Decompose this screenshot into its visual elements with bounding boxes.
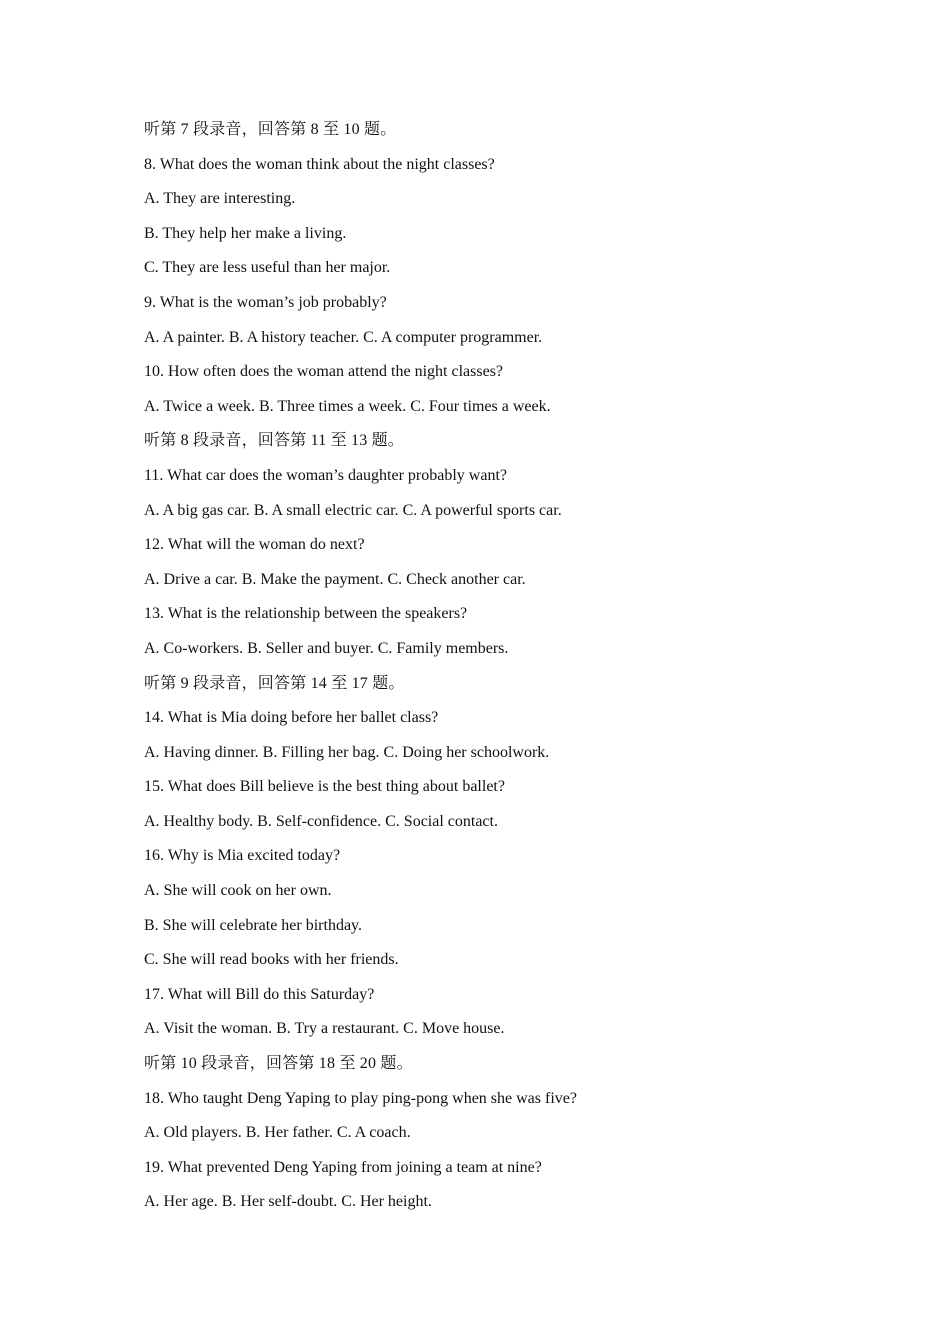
answer-options: A. Having dinner. B. Filling her bag. C. Doing her schoolwork. — [144, 743, 550, 761]
question-10: 10. How often does the woman attend the night classes? — [144, 363, 504, 381]
question-18: 18. Who taught Deng Yaping to play ping-pong when she was five? — [144, 1089, 577, 1107]
question-14: 14. What is Mia doing before her ballet class? — [144, 709, 439, 727]
answer-option: C. They are less useful than her major. — [144, 259, 391, 277]
answer-option: C. She will read books with her friends. — [144, 951, 399, 969]
question-8: 8. What does the woman think about the night classes? — [144, 155, 495, 173]
answer-option: A. They are interesting. — [144, 190, 296, 208]
answer-options: A. Visit the woman. B. Try a restaurant. C. Move house. — [144, 1020, 505, 1038]
section-heading: 听第 7 段录音，回答第 8 至 10 题。 — [144, 121, 397, 138]
document-page — [144, 118, 844, 1225]
answer-options: A. A painter. B. A history teacher. C. A computer programmer. — [144, 328, 543, 346]
answer-options: A. Healthy body. B. Self-confidence. C. Social contact. — [144, 812, 498, 830]
question-16: 16. Why is Mia excited today? — [144, 847, 341, 865]
question-9: 9. What is the woman’s job probably? — [144, 293, 387, 311]
answer-options: A. A big gas car. B. A small electric car. C. A powerful sports car. — [144, 501, 562, 519]
answer-options: A. Old players. B. Her father. C. A coach. — [144, 1124, 411, 1142]
section-heading: 听第 8 段录音，回答第 11 至 13 题。 — [144, 432, 405, 450]
answer-options: A. Her age. B. Her self-doubt. C. Her height. — [144, 1193, 432, 1211]
answer-option: B. She will celebrate her birthday. — [144, 916, 362, 934]
answer-option: B. They help her make a living. — [144, 224, 347, 242]
answer-options: A. Co-workers. B. Seller and buyer. C. Family members. — [144, 639, 509, 657]
answer-options: A. Drive a car. B. Make the payment. C. Check another car. — [144, 570, 526, 588]
question-13: 13. What is the relationship between the speakers? — [144, 605, 468, 623]
question-11: 11. What car does the woman’s daughter probably want? — [144, 466, 507, 484]
section-heading: 听第 9 段录音，回答第 14 至 17 题。 — [144, 674, 405, 692]
section-heading: 听第 10 段录音，回答第 18 至 20 题。 — [144, 1055, 413, 1073]
question-12: 12. What will the woman do next? — [144, 536, 365, 554]
answer-options: A. Twice a week. B. Three times a week. C. Four times a week. — [144, 397, 551, 415]
question-15: 15. What does Bill believe is the best thing about ballet? — [144, 778, 505, 796]
question-17: 17. What will Bill do this Saturday? — [144, 985, 375, 1003]
answer-option: A. She will cook on her own. — [144, 882, 332, 900]
question-19: 19. What prevented Deng Yaping from joining a team at nine? — [144, 1158, 542, 1176]
